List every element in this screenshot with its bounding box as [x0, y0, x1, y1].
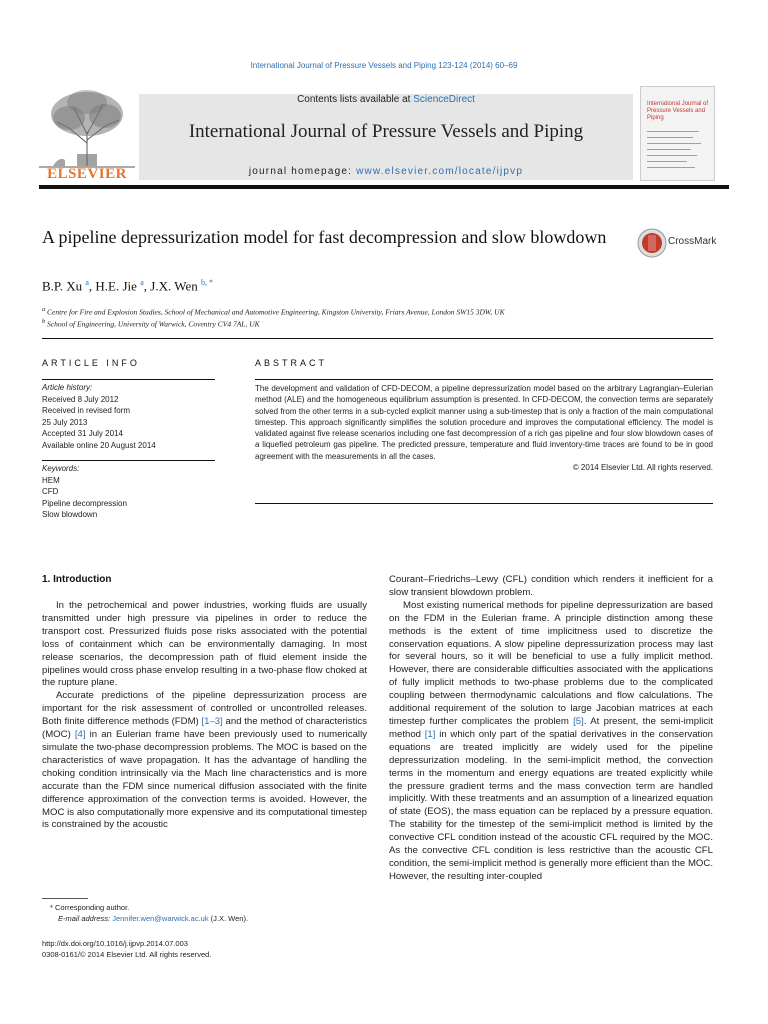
- body-paragraph: Courant–Friedrichs–Lewy (CFL) condition which renders it inefficient for a slow transient blowdown problem.: [389, 574, 713, 598]
- cover-line: [647, 167, 695, 168]
- email-link[interactable]: Jennifer.wen@warwick.ac.uk: [112, 914, 209, 923]
- sciencedirect-link[interactable]: ScienceDirect: [413, 94, 475, 105]
- text-span: Most existing numerical methods for pipeline depressurization are based on the FDM in the Eulerian frame. A principle distinction among these methods is the extent of time implicitness used to discretize the conservation equations. A slow pipeline depressurization process may last for several hours, so it will be beneficial to use a fully implicit method. However, there are considerable difficulties associated with the applications of fully implicit methods to two-phase problems due to the complicated coupling between thermodynamic calculations and flow calculations. The additional requirement of the solution to large Jacobian matrices at each timestep further complicates the problem: [389, 599, 713, 727]
- keyword: Slow blowdown: [42, 510, 98, 519]
- cover-line: [647, 161, 687, 162]
- text-span: Accurate predictions of the pipeline depressurization process are important for the risk assessment of controlled or uncontrolled releases. Both finite difference methods (FDM): [42, 690, 367, 728]
- keyword: Pipeline decompression: [42, 498, 127, 508]
- cover-line: [647, 155, 697, 156]
- history-item: Available online 20 August 2014: [42, 440, 156, 450]
- email-suffix: (J.X. Wen).: [208, 914, 249, 923]
- abstract-divider: [255, 379, 713, 380]
- crossmark-icon: [637, 228, 667, 258]
- contents-prefix: Contents lists available at: [297, 94, 414, 105]
- keyword: HEM: [42, 475, 60, 485]
- history-item: 25 July 2013: [42, 417, 88, 427]
- text-span: . At present, the semi-implicit method: [389, 715, 713, 740]
- affiliation-label: a: [42, 306, 46, 313]
- corresponding-author-note: [50, 903, 129, 912]
- history-item: Received in revised form: [42, 406, 131, 415]
- author-list: B.P. Xu $^a$, H.E. Jie $^a$, J.X. Wen $^{b, *}$: [42, 278, 213, 294]
- body-paragraph: [389, 600, 713, 884]
- affiliation: [42, 306, 505, 317]
- body-paragraph: [42, 690, 367, 832]
- email-label: E-mail address:: [58, 914, 113, 923]
- author-name: B.P. Xu: [42, 278, 83, 294]
- affiliation: [42, 318, 260, 329]
- cover-line: [647, 143, 701, 144]
- keywords: [42, 463, 127, 521]
- footnote-divider: [42, 898, 88, 899]
- issn-line: 0308-0161/© 2014 Elsevier Ltd. All rights reserved.: [42, 950, 212, 959]
- abstract-divider: [255, 503, 713, 504]
- text-span: in which only part of the spatial derivatives in the conservation equations are treated implicitly are widely used for the pipeline depressurization modeling. In the semi-implicit method, the convection terms in the momentum and energy equations are treated explicitly while the pressure gradient terms and the mass convection term are handled implicitly. With these treatments and an assumption of a linearized equation of state (EOS), the mass equation can be replaced by a pressure equation. The stability for the timestep of the semi-implicit method is limited by the convective CFL condition instead of the acoustic CFL required by the MOC. As the convective CFL condition is less restrictive than the acoustic CFL condition, the semi-implicit method is generally more efficient than the MOC. However, the resulting inter-coupled: [389, 728, 713, 882]
- cover-line: [647, 137, 693, 138]
- article-info-heading: ARTICLE INFO: [42, 358, 140, 368]
- reference-link[interactable]: [5]: [573, 715, 584, 727]
- cover-line: [647, 131, 699, 132]
- email-note: [58, 914, 248, 923]
- reference-link[interactable]: [4]: [74, 729, 86, 741]
- body-column-left: [42, 600, 367, 832]
- keyword: CFD: [42, 487, 59, 496]
- text-span: and the method of characteristics (MOC): [42, 716, 367, 741]
- author-affiliation-ref[interactable]: a: [85, 278, 89, 287]
- homepage-prefix: journal homepage:: [248, 166, 357, 177]
- footnote-mark: *: [50, 903, 53, 912]
- abstract-copyright: © 2014 Elsevier Ltd. All rights reserved.: [572, 463, 713, 473]
- journal-citation[interactable]: International Journal of Pressure Vessels and Piping 123-124 (2014) 60–69: [250, 61, 518, 70]
- abstract-text: The development and validation of CFD-DECOM, a pipeline depressurization model based on the arbitrary Lagrangian–Eulerian method (ALE) and the homogeneous equilibrium assumption is presented. In CFD-DECOM, the convection terms are separately solved from the other terms in a sub-cycled explicit manner using a sub-timestep that is only a fraction of the main computational timestep. This approach significantly simplifies the solution procedure and improves the computational efficiency. The model is validated against five release scenarios including one fast decompression of a rich gas pipeline and four slow blowdown cases of a liquefied petroleum gas pipeline. The predicted pressure, temperature and fluid inventory-time traces are found to be in good agreement with the measurements in all the cases.: [255, 384, 713, 461]
- history-label: Article history:: [42, 383, 93, 392]
- reference-link[interactable]: [1]: [424, 728, 436, 740]
- crossmark-label: CrossMark: [668, 236, 717, 247]
- author-affiliation-ref[interactable]: a: [140, 278, 144, 287]
- cover-line: [647, 149, 691, 150]
- abstract-body: [255, 383, 713, 473]
- contents-line: [139, 94, 633, 105]
- header-divider: [39, 185, 729, 189]
- keywords-label: Keywords:: [42, 464, 80, 473]
- body-paragraph: In the petrochemical and power industries, working fluids are usually transmitted under high pressure via pipelines in order to reduce the transport cost. Pressurized fluids pose risks associated with the potential loss of containment which can be environmentally damaging. In most release scenarios, the decompression path of fluid element inside the pipelines would cross phase envelop resulting in a two-phase flow choked at the rupture plane.: [42, 600, 367, 689]
- homepage-link[interactable]: www.elsevier.com/locate/ijpvp: [356, 166, 524, 177]
- crossmark-badge[interactable]: [637, 228, 727, 260]
- history-item: Accepted 31 July 2014: [42, 429, 123, 438]
- doi-link[interactable]: http://dx.doi.org/10.1016/j.ijpvp.2014.07.003: [42, 939, 188, 948]
- journal-cover-thumbnail: [640, 86, 715, 181]
- journal-homepage: [139, 166, 633, 177]
- author-name: H.E. Jie: [95, 278, 137, 294]
- history-item: Received 8 July 2012: [42, 394, 119, 404]
- info-divider: [42, 460, 215, 461]
- text-span: in an Eulerian frame have been previously used to numerically simulate the two-phase decompression problems. The MOC is based on the characteristics of wave propagation. It has the advantage of handling the choking condition intrinsically via the Mach line characteristics and is more accurate than the FDM since numerical diffusion associated with the finite difference approximation of the convection terms is avoided. However, the MOC is also computationally more expensive and its computational timestep is constrained by the acoustic: [42, 729, 367, 831]
- affiliation-text: Centre for Fire and Explosion Studies, School of Mechanical and Automotive Engineering, Kingston University, Friars Avenue, London SW15 3DW, UK: [47, 307, 505, 317]
- publisher-name: ELSEVIER: [47, 166, 127, 182]
- info-divider: [42, 379, 215, 380]
- article-history: [42, 382, 156, 451]
- affiliation-text: School of Engineering, University of Warwick, Coventry CV4 7AL, UK: [47, 319, 260, 329]
- abstract-heading: ABSTRACT: [255, 358, 328, 368]
- author-affiliation-ref[interactable]: b, *: [200, 278, 213, 287]
- cover-title: International Journal of Pressure Vessels and Piping: [647, 101, 709, 121]
- article-title: A pipeline depressurization model for fast decompression and slow blowdown: [42, 227, 607, 247]
- author-name: J.X. Wen: [150, 278, 198, 294]
- affiliation-label: b: [42, 318, 46, 325]
- section-divider: [42, 338, 713, 339]
- section-heading: 1. Introduction: [42, 574, 112, 585]
- journal-title: International Journal of Pressure Vessels and Piping: [188, 121, 584, 142]
- reference-link[interactable]: [1–3]: [201, 716, 223, 728]
- publisher-wordmark: [39, 166, 135, 183]
- footnote-text: Corresponding author.: [55, 903, 130, 912]
- body-column-right: [389, 574, 713, 884]
